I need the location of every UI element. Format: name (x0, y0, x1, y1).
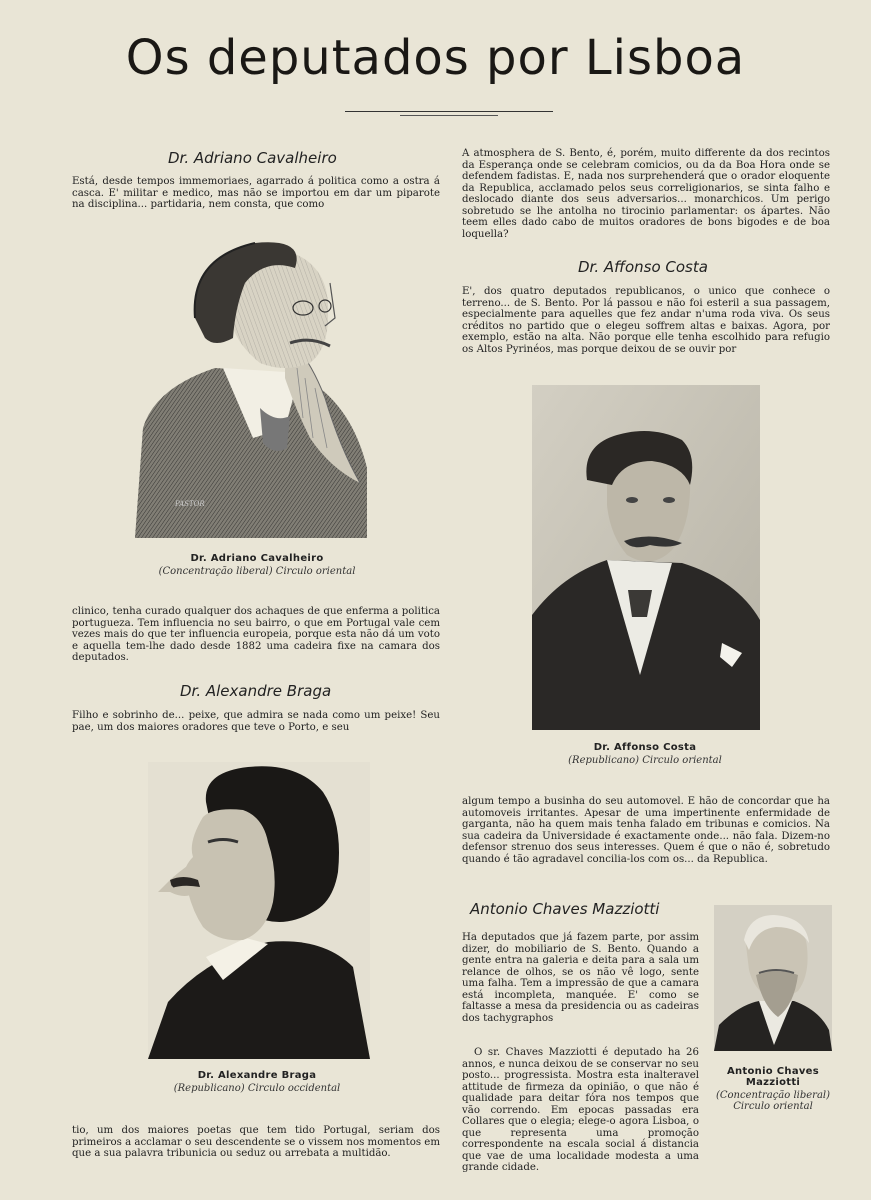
caption-cavalheiro (112, 553, 402, 577)
title-rule-short (400, 115, 498, 116)
caption-mazziotti-name: Antonio Chaves Mazziotti (726, 1066, 820, 1088)
caption-braga-affiliation: (Republicano) Circulo occidental (173, 1083, 341, 1094)
paragraph-cavalheiro-2: clinico, tenha curado qualquer dos achaques de que enferma a politica portugueza. Tem influencia no seu bairro, o que em Portugal vale cem vezes mais do que ter influencia europeia, porque esta não dá um voto e aquella tem-lhe dado desde 1882 uma cadeira fixe na camara dos deputados. (72, 606, 440, 663)
caption-mazziotti-affiliation-1: (Concentração liberal) (715, 1090, 831, 1101)
paragraph-braga-1: Filho e sobrinho de... peixe, que admira se nada como um peixe! Seu pae, um dos maiores oradores que teve o Porto, e seu (72, 710, 440, 733)
photo-costa (532, 385, 760, 730)
portrait-cavalheiro (135, 238, 369, 538)
paragraph-mazziotti-1: Ha deputados que já fazem parte, por assim dizer, do mobiliario de S. Bento. Quando a gente entra na galeria e deita para a sala um relance de olhos, se os não vê logo, sente uma falha. Tem a impressão de que a camara está incompleta, manquée. E' como se faltasse a mesa da presidencia ou as cadeiras dos tachygraphos (462, 932, 699, 1024)
paragraph-costa-2: algum tempo a businha do seu automovel. E hão de concordar que ha automoveis irritantes. Apesar de uma impertinente enfermidade de garganta, não ha quem mais tenha falado em tribunas e comicios. Na sua cadeira da Universidade é exactamente onde... não fala. Dizem-no defensor strenuo dos seus interesses. Quem é que o não é, sobretudo quando é tão agradavel concilia-los com os... da Republica. (462, 796, 830, 865)
caption-cavalheiro-name: Dr. Adriano Cavalheiro (190, 553, 324, 564)
caption-braga (112, 1070, 402, 1094)
paragraph-mazziotti-2: O sr. Chaves Mazziotti é deputado ha 26 annos, e nunca deixou de se conservar no seu posto... progressista. Mostra esta inalteravel attitude de firmeza da opinião, o que não é qualidade para deitar fóra nos tempos que vão correndo. Em epocas passadas era Collares que o elegia; elege-o agora Lisboa, o que representa uma promoção correspondente na escala social á distancia que vae de uma localidade modesta a uma grande cidade. (462, 1047, 699, 1173)
engraver-signature: PASTOR (175, 500, 205, 508)
caption-costa-affiliation: (Republicano) Circulo oriental (568, 755, 722, 766)
paragraph-braga-2: tio, um dos maiores poetas que tem tido Portugal, seriam dos primeiros a acclamar o seu descendente se o vissem nos momentos em que a sua palavra tribunicia ou seduz ou arrebata a multidão. (72, 1125, 440, 1159)
heading-braga: Dr. Alexandre Braga (180, 682, 332, 700)
caption-braga-name: Dr. Alexandre Braga (197, 1070, 317, 1081)
paragraph-cavalheiro-1: Está, desde tempos immemoriaes, agarrado á politica como a ostra á casca. E' militar e medico, mas não se importou em dar um piparote na disciplina... partidaria, nem consta, que como (72, 176, 440, 210)
photo-braga (148, 762, 370, 1059)
caption-costa (500, 742, 790, 766)
paragraph-costa-1: E', dos quatro deputados republicanos, o unico que conhece o terreno... de S. Bento. Por lá passou e não foi esteril a sua passagem, especialmente para aquelles que fez andar n'uma roda viva. Os seus créditos no partido que o elegeu soffrem altas e baixas. Agora, por exemplo, estão na alta. Não porque elle tenha escolhido para refugio os Altos Pyrinéos, mas porque deixou de se ouvir por (462, 286, 830, 355)
paragraph-costa-0: A atmosphera de S. Bento, é, porém, muito differente da dos recintos da Esperança onde se celebram comicios, ou da da Boa Hora onde se defendem fadistas. E, nada nos surprehenderá que o orador eloquente da Republica, acclamado pelos seus correligionarios, se sinta falho e deslocado diante dos seus adversarios... monarchicos. Um perigo sobretudo se lhe antolha no tirocinio parlamentar: os ápartes. Não teem elles dado cabo de muitos oradores de bons bigodes e de boa loquella? (462, 148, 830, 240)
title-rule (345, 111, 553, 112)
heading-cavalheiro: Dr. Adriano Cavalheiro (168, 149, 337, 167)
page-title: Os deputados por Lisboa (125, 30, 746, 86)
portrait-braga (148, 762, 370, 1059)
caption-cavalheiro-affiliation: (Concentração liberal) Circulo oriental (158, 566, 356, 577)
caption-costa-name: Dr. Affonso Costa (593, 742, 697, 753)
caption-mazziotti-affiliation-2: Circulo oriental (733, 1101, 813, 1112)
photo-mazziotti (714, 905, 832, 1051)
heading-costa: Dr. Affonso Costa (578, 258, 708, 276)
caption-mazziotti (698, 1066, 848, 1112)
portrait-costa (532, 385, 760, 730)
heading-mazziotti: Antonio Chaves Mazziotti (470, 900, 660, 918)
portrait-mazziotti (714, 905, 832, 1051)
engraving-cavalheiro (135, 238, 369, 538)
